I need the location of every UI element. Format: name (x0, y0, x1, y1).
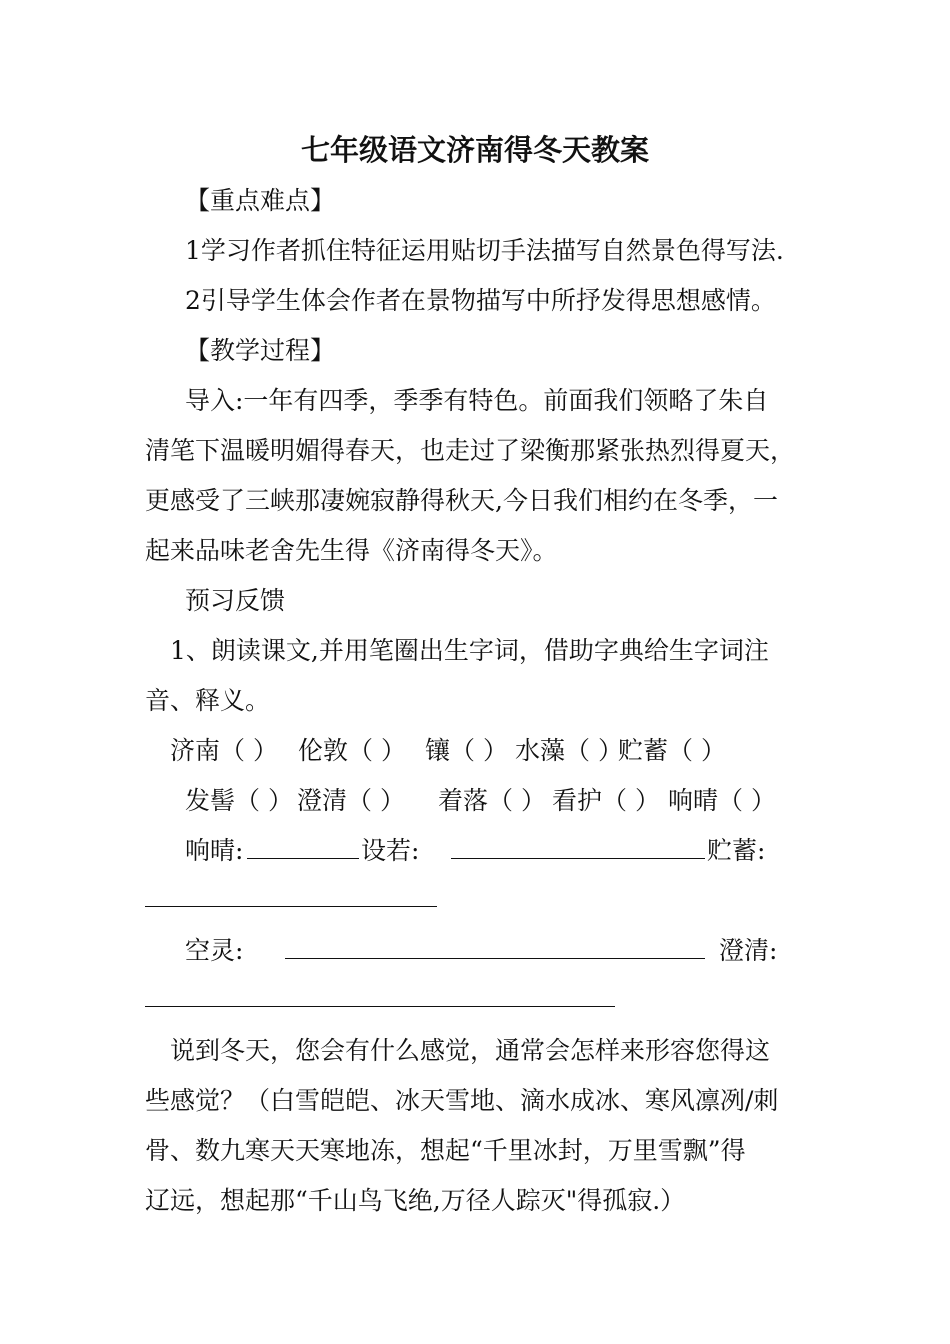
preview-heading: 预习反馈 (185, 586, 286, 615)
intro-line-4: 起来品味老舍先生得《济南得冬天》。 (145, 536, 558, 565)
discussion-line-4: 辽远，想起那“千山鸟飞绝,万径人踪灭"得孤寂.） (145, 1186, 686, 1215)
intro-line-2: 清笔下温暖明媚得春天，也走过了梁衡那紧张热烈得夏天， (145, 436, 796, 465)
define-label: 响晴: (185, 836, 244, 865)
discussion-line-1: 说到冬天，您会有什么感觉，通常会怎样来形容您得这 (170, 1036, 771, 1065)
word-item: 贮蓄（ ） (618, 736, 726, 765)
define-label: 设若: (361, 836, 420, 865)
section-heading-process: 【教学过程】 (185, 336, 336, 365)
word-item: 水藻（ ） (515, 736, 623, 765)
keypoint-2: 2引导学生体会作者在景物描写中所抒发得思想感情。 (185, 286, 776, 315)
answer-blank[interactable] (145, 906, 437, 907)
define-label: 空灵: (185, 936, 244, 965)
discussion-line-3: 骨、数九寒天天寒地冻，想起“千里冰封，万里雪飘”得 (145, 1136, 746, 1165)
task1-line-2: 音、释义。 (145, 686, 271, 715)
word-item: 伦敦（ ） (298, 736, 406, 765)
task1-line-1: 1、朗读课文,并用笔圈出生字词，借助字典给生字词注 (170, 636, 769, 665)
word-item: 济南（ ） (170, 736, 278, 765)
section-heading-keypoints: 【重点难点】 (185, 186, 336, 215)
word-item: 发髻（ ） (185, 786, 293, 815)
answer-blank[interactable] (451, 836, 705, 859)
answer-blank[interactable] (145, 1006, 615, 1007)
page-title: 七年级语文济南得冬天教案 (300, 133, 649, 167)
intro-line-1: 导入:一年有四季，季季有特色。前面我们领略了朱自 (185, 386, 769, 415)
answer-blank[interactable] (247, 836, 359, 859)
word-item: 镶（ ） (425, 736, 508, 765)
answer-blank[interactable] (285, 936, 705, 959)
word-item: 澄清（ ） (297, 786, 405, 815)
define-label: 贮蓄: (707, 836, 766, 865)
discussion-line-2: 些感觉？（白雪皑皑、冰天雪地、滴水成冰、寒风凛冽/刺 (145, 1086, 779, 1115)
word-item: 着落（ ） (438, 786, 546, 815)
word-item: 看护（ ） (552, 786, 660, 815)
word-item: 响晴（ ） (668, 786, 776, 815)
intro-line-3: 更感受了三峡那凄婉寂静得秋天,今日我们相约在冬季，一 (145, 486, 778, 515)
define-label: 澄清: (719, 936, 778, 965)
keypoint-1: 1学习作者抓住特征运用贴切手法描写自然景色得写法. (185, 236, 784, 265)
